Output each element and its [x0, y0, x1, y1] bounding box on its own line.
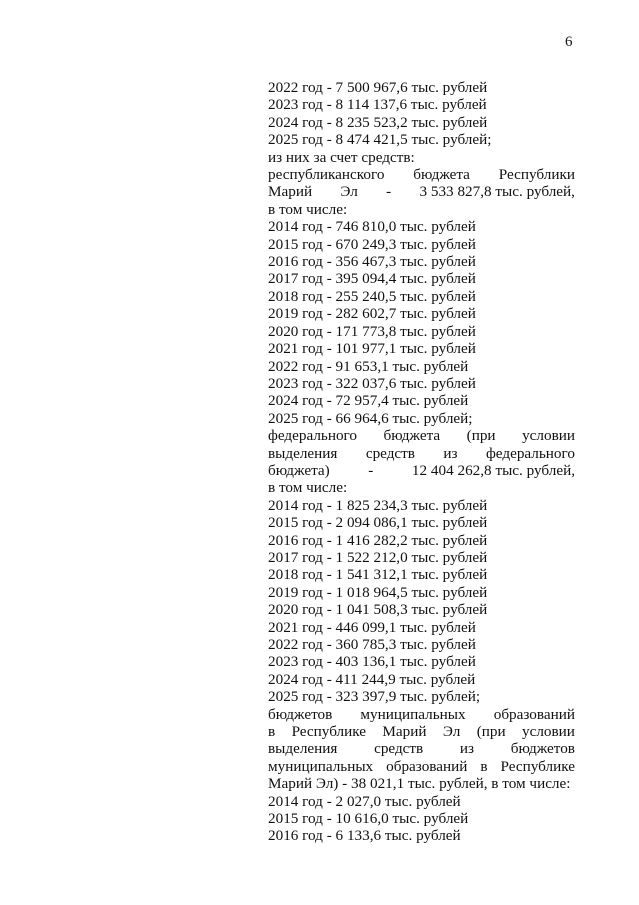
word: бюджетов: [510, 740, 575, 758]
total-year-line: 2023 год - 8 114 137,6 тыс. рублей: [268, 96, 487, 114]
year-line: 2017 год - 395 094,4 тыс. рублей: [268, 270, 476, 288]
year-line: 2022 год - 360 785,3 тыс. рублей: [268, 636, 476, 653]
funding-sources-intro: из них за счет средств:: [268, 148, 415, 166]
federal-budget-total: [268, 462, 575, 479]
total-year-line: 2025 год - 8 474 421,5 тыс. рублей;: [268, 131, 492, 149]
word: из: [443, 444, 458, 462]
total-year-line: 2022 год - 7 500 967,6 тыс. рублей: [268, 79, 488, 96]
word: в: [480, 757, 488, 775]
republican-budget-heading: [268, 166, 575, 183]
year-line: 2019 год - 282 602,7 тыс. рублей: [268, 305, 476, 323]
word: -: [368, 461, 374, 479]
word: бюджета: [413, 166, 470, 184]
municipal-budget-heading-cont: [268, 758, 575, 775]
year-line: 2020 год - 171 773,8 тыс. рублей: [268, 322, 476, 340]
word: муниципальных: [268, 757, 374, 775]
municipal-budget-total: Марий Эл) - 38 021,1 тыс. рублей, в том числе:: [268, 775, 571, 793]
word: образований: [493, 705, 575, 723]
word: 12 404 262,8 тыс. рублей,: [411, 461, 575, 479]
word: Марий: [382, 723, 427, 741]
republican-budget-total: [268, 183, 575, 200]
word: (при: [466, 427, 496, 445]
document-body: [268, 79, 575, 845]
word: Эл: [442, 723, 461, 741]
word: средств: [365, 444, 415, 462]
word: из: [459, 740, 475, 758]
year-line: 2018 год - 255 240,5 тыс. рублей: [268, 287, 476, 305]
year-line: 2015 год - 670 249,3 тыс. рублей: [268, 235, 476, 253]
year-line: 2014 год - 746 810,0 тыс. рублей: [268, 218, 476, 236]
word: образований: [386, 757, 468, 775]
including-label: в том числе:: [268, 479, 348, 497]
word: -: [386, 183, 392, 201]
federal-budget-heading-cont: [268, 445, 575, 462]
year-line: 2021 год - 101 977,1 тыс. рублей: [268, 340, 476, 358]
year-line: 2016 год - 6 133,6 тыс. рублей: [268, 827, 461, 845]
year-line: 2020 год - 1 041 508,3 тыс. рублей: [268, 601, 488, 619]
word: 3 533 827,8 тыс. рублей,: [419, 183, 575, 201]
year-line: 2023 год - 322 037,6 тыс. рублей: [268, 374, 476, 392]
word: в: [268, 723, 276, 741]
federal-years-list: [268, 497, 575, 706]
municipal-years-list: [268, 793, 575, 845]
municipal-budget-heading-cont: [268, 740, 575, 757]
year-line: 2018 год - 1 541 312,1 тыс. рублей: [268, 566, 488, 584]
word: федерального: [268, 427, 357, 445]
word: федерального: [485, 444, 575, 462]
year-line: 2014 год - 1 825 234,3 тыс. рублей: [268, 496, 488, 514]
word: условии: [522, 723, 575, 741]
word: бюджета): [268, 461, 330, 479]
federal-budget-heading: [268, 427, 575, 444]
word: Эл: [340, 183, 358, 201]
total-year-line: 2024 год - 8 235 523,2 тыс. рублей: [268, 113, 488, 131]
year-line: 2025 год - 66 964,6 тыс. рублей;: [268, 409, 473, 427]
word: Республике: [500, 757, 575, 775]
year-line: 2016 год - 356 467,3 тыс. рублей: [268, 253, 476, 271]
page-number: 6: [565, 34, 573, 50]
word: республиканского: [268, 166, 385, 184]
word: бюджета: [383, 427, 441, 445]
word: муниципальных: [360, 705, 466, 723]
municipal-budget-heading: [268, 706, 575, 723]
word: Республики: [498, 166, 575, 184]
year-line: 2015 год - 10 616,0 тыс. рублей: [268, 810, 469, 828]
word: средств: [374, 740, 424, 758]
word: Марий: [268, 183, 313, 201]
year-line: 2017 год - 1 522 212,0 тыс. рублей: [268, 548, 488, 566]
year-line: 2019 год - 1 018 964,5 тыс. рублей: [268, 583, 488, 601]
year-line: 2022 год - 91 653,1 тыс. рублей: [268, 357, 469, 375]
year-line: 2024 год - 72 957,4 тыс. рублей: [268, 392, 469, 410]
word: выделения: [268, 740, 338, 758]
word: (при: [476, 723, 506, 741]
year-line: 2015 год - 2 094 086,1 тыс. рублей: [268, 514, 488, 532]
word: выделения: [268, 444, 338, 462]
municipal-budget-heading-cont: [268, 723, 575, 740]
year-line: 2024 год - 411 244,9 тыс. рублей: [268, 670, 476, 688]
word: условии: [522, 427, 575, 445]
word: бюджетов: [268, 705, 333, 723]
year-line: 2025 год - 323 397,9 тыс. рублей;: [268, 688, 481, 706]
republican-years-list: [268, 218, 575, 427]
year-line: 2023 год - 403 136,1 тыс. рублей: [268, 653, 476, 671]
word: Республике: [291, 723, 366, 741]
year-line: 2014 год - 2 027,0 тыс. рублей: [268, 792, 461, 810]
year-line: 2021 год - 446 099,1 тыс. рублей: [268, 618, 476, 636]
including-label: в том числе:: [268, 200, 348, 218]
year-line: 2016 год - 1 416 282,2 тыс. рублей: [268, 531, 488, 549]
